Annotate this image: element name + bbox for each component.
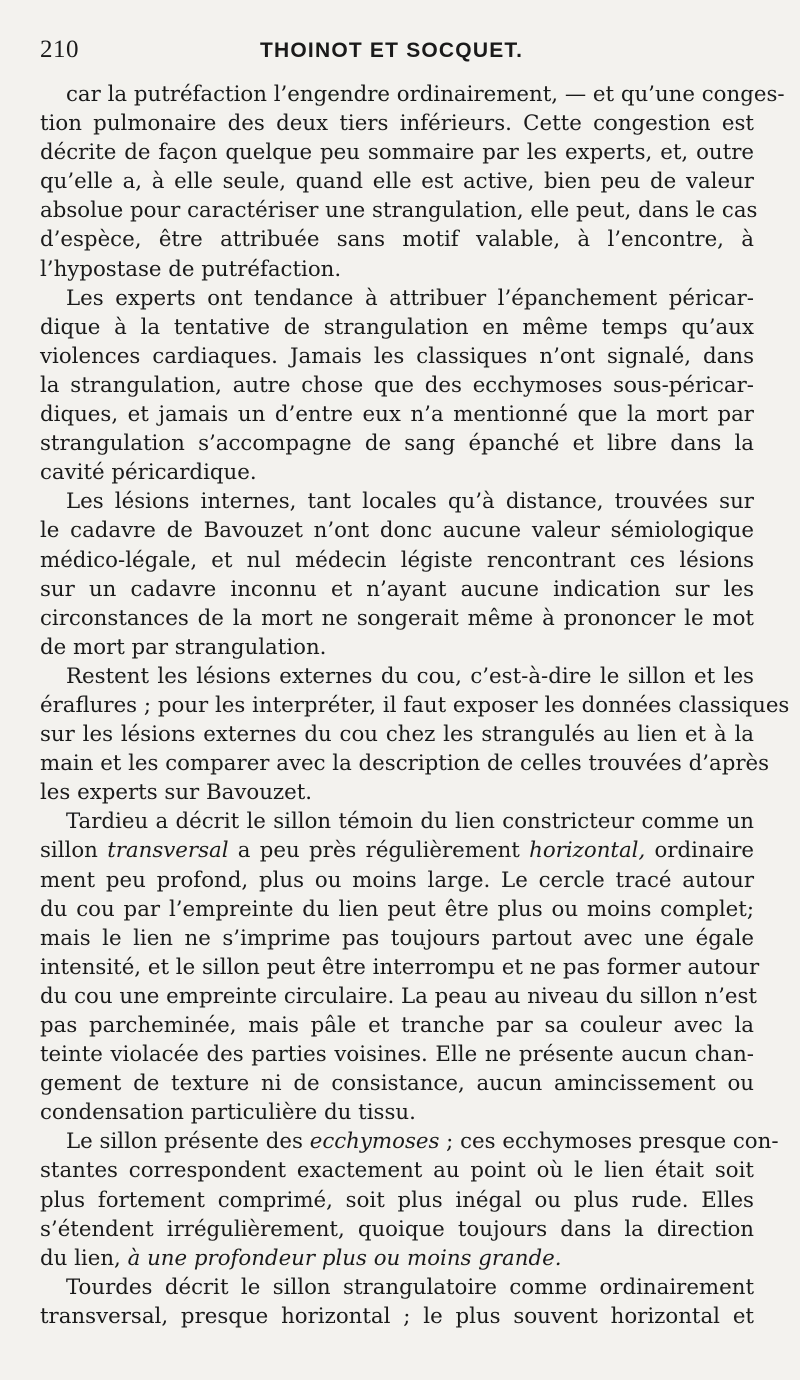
text-line: qu’elle a, à elle seule, quand elle est active, bien peu de valeur: [40, 169, 754, 195]
text-line: d’espèce, être attribuée sans motif valable, à l’encontre, à: [40, 227, 754, 253]
text-line: décrite de façon quelque peu sommaire par les experts, et, outre: [40, 140, 754, 166]
text-line: intensité, et le sillon peut être interrompu et ne pas former autour: [40, 954, 760, 980]
text-line: s’étendent irrégulièrement, quoique toujours dans la direction: [40, 1216, 754, 1242]
text-line: stantes correspondent exactement au point où le lien était soit: [40, 1158, 754, 1184]
text-line: sillon transversal a peu près régulièrement horizontal, ordinaire: [40, 838, 754, 864]
text-line: Tardieu a décrit le sillon témoin du lien constricteur comme un: [66, 809, 754, 835]
paragraph: [40, 284, 754, 488]
text-line: condensation particulière du tissu.: [40, 1100, 416, 1126]
text-line: Restent les lésions externes du cou, c’est-à-dire le sillon et les: [66, 663, 754, 689]
text-line: gement de texture ni de consistance, aucun amincissement ou: [40, 1071, 754, 1097]
text-line: car la putréfaction l’engendre ordinairement, — et qu’une conges-: [66, 82, 785, 107]
text-line: la strangulation, autre chose que des ecchymoses sous-péricar-: [40, 372, 754, 398]
text-line: cavité péricardique.: [40, 460, 257, 486]
text-line: tion pulmonaire des deux tiers inférieurs. Cette congestion est: [40, 111, 754, 137]
text-line: Tourdes décrit le sillon strangulatoire comme ordinairement: [66, 1274, 754, 1300]
text-line: du cou une empreinte circulaire. La peau au niveau du sillon n’est: [40, 983, 757, 1009]
text-line: l’hypostase de putréfaction.: [40, 256, 342, 282]
text-line: médico-légale, et nul médecin légiste rencontrant ces lésions: [40, 547, 754, 573]
text-line: ment peu profond, plus ou moins large. Le cercle tracé autour: [40, 867, 754, 893]
text-line: sur un cadavre inconnu et n’ayant aucune indication sur les: [40, 576, 754, 602]
text-line: circonstances de la mort ne songerait même à prononcer le mot: [40, 605, 754, 631]
text-line: transversal, presque horizontal ; le plus souvent horizontal et: [40, 1303, 754, 1329]
paragraph: [40, 1273, 754, 1331]
text-line: du lien, à une profondeur plus ou moins grande.: [40, 1245, 562, 1271]
text-line: du cou par l’empreinte du lien peut être plus ou moins complet;: [40, 896, 754, 922]
text-line: le cadavre de Bavouzet n’ont donc aucune valeur sémiologique: [40, 518, 754, 544]
text-line: Le sillon présente des ecchymoses ; ces ecchymoses presque con-: [66, 1129, 779, 1155]
body-text: [40, 80, 790, 1331]
page-number: 210: [40, 36, 79, 63]
running-head: THOINOT ET SOCQUET.: [260, 39, 524, 62]
text-line: éraflures ; pour les interpréter, il faut exposer les données classiques: [40, 692, 790, 718]
text-line: main et les comparer avec la description de celles trouvées d’après: [40, 751, 770, 777]
text-line: violences cardiaques. Jamais les classiques n’ont signalé, dans: [40, 343, 754, 369]
text-line: mais le lien ne s’imprime pas toujours partout avec une égale: [40, 925, 754, 951]
paragraph: [40, 80, 785, 284]
text-line: teinte violacée des parties voisines. Elle ne présente aucun chan-: [40, 1042, 754, 1068]
text-line: de mort par strangulation.: [40, 634, 327, 660]
text-line: absolue pour caractériser une strangulation, elle peut, dans le cas: [40, 198, 758, 224]
text-line: dique à la tentative de strangulation en même temps qu’aux: [40, 314, 754, 340]
text-line: Les lésions internes, tant locales qu’à distance, trouvées sur: [66, 489, 754, 515]
text-line: les experts sur Bavouzet.: [40, 780, 313, 806]
text-line: sur les lésions externes du cou chez les strangulés au lien et à la: [40, 722, 754, 748]
text-line: plus fortement comprimé, soit plus inégal ou plus rude. Elles: [40, 1187, 754, 1213]
paragraph: [40, 1127, 779, 1272]
paragraph: [40, 662, 790, 807]
page-header: [40, 34, 754, 76]
text-line: strangulation s’accompagne de sang épanché et libre dans la: [40, 431, 754, 457]
text-line: pas parcheminée, mais pâle et tranche par sa couleur avec la: [40, 1013, 754, 1038]
paragraph: [40, 807, 760, 1127]
text-line: Les experts ont tendance à attribuer l’épanchement péricar-: [66, 285, 754, 311]
text-line: diques, et jamais un d’entre eux n’a mentionné que la mort par: [40, 402, 754, 428]
paragraph: [40, 487, 754, 662]
